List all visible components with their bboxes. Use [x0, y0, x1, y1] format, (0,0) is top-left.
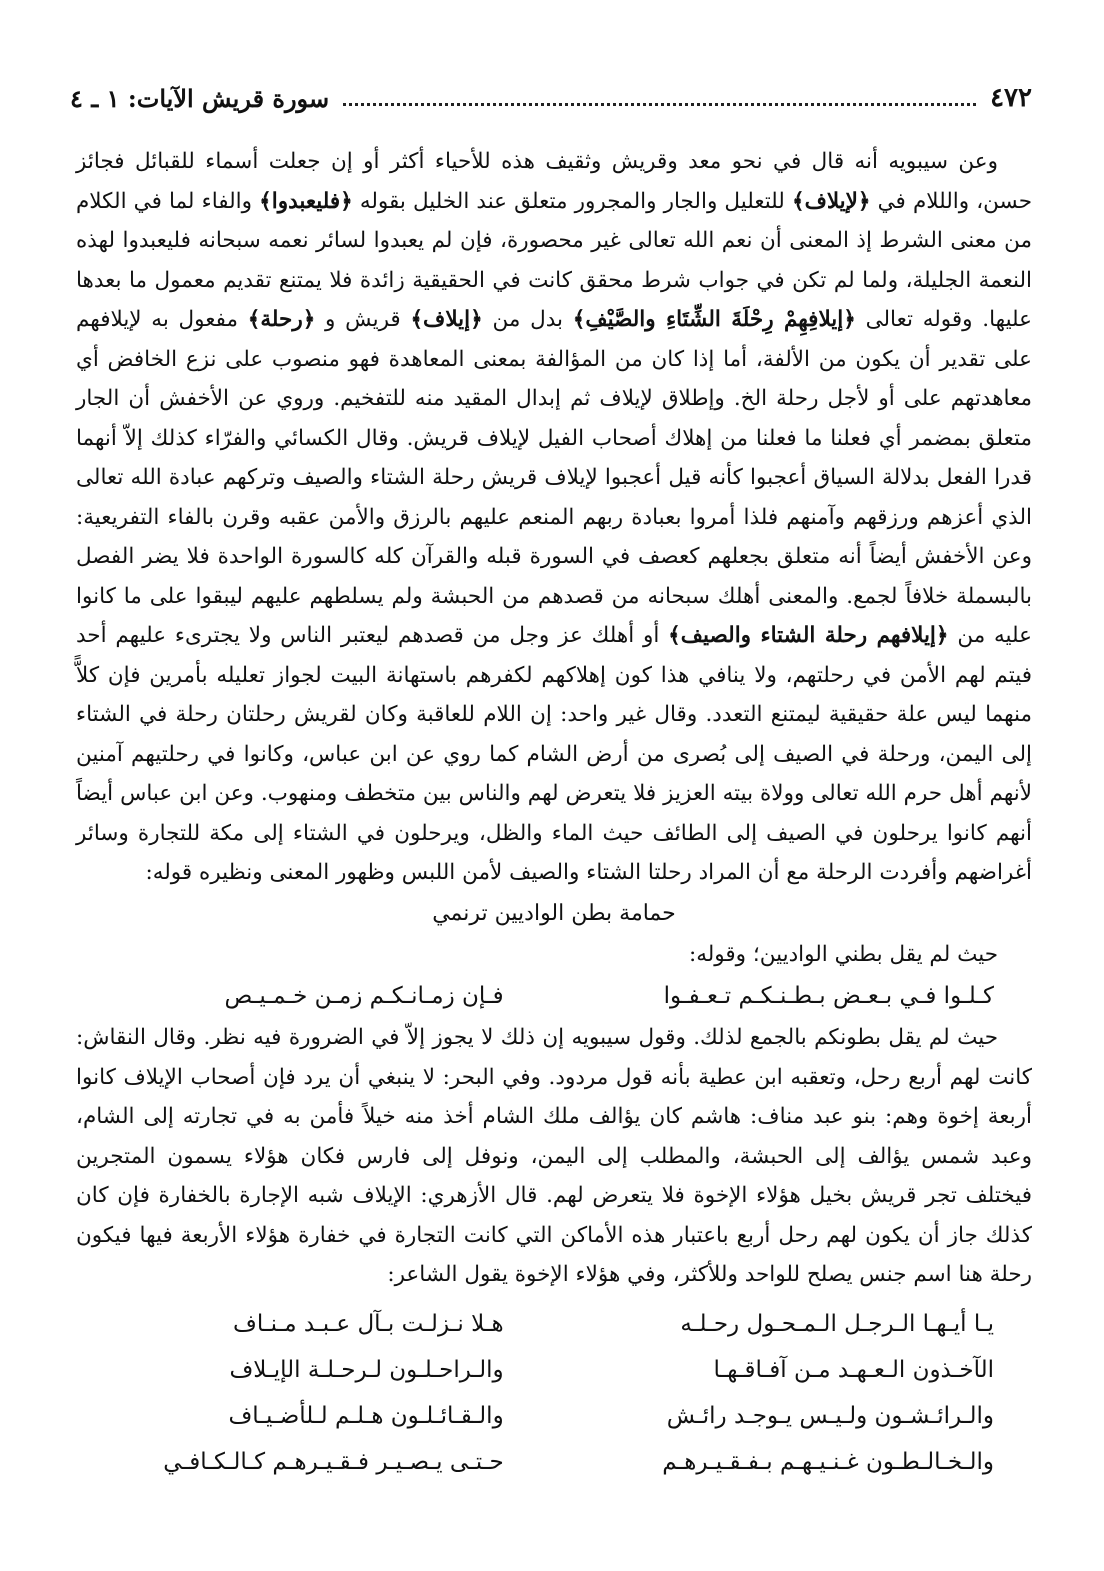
poem-second-hemistich: حـتـى يـصـيـر فـقـيـرهـم كـالـكـافـي: [163, 1448, 504, 1475]
poem-second-hemistich: والـراحـلـون لـرحـلـة الإيـلاف: [229, 1356, 504, 1383]
poetry-hemistich: حمامة بطن الواديين ترنمي: [432, 900, 676, 926]
page-number: ٤٧٢: [990, 83, 1032, 113]
poem-first-hemistich: والـرائـشـون ولـيـس يـوجـد رائـش: [666, 1402, 994, 1429]
paragraph-1-text: للتعليل والجار والمجرور متعلق عند الخليل بقوله: [352, 188, 792, 214]
paragraph-1-text: أو أهلك عز وجل من قصدهم ليعتبر الناس ولا يجترىء عليهم أحد فيتم لهم الأمن في رحلتهم، ولا ينافي هذا كون إهلاكهم لكفرهم باستهانة البيت لجواز تعليله بأمرين فإن كلاًّ منهما ليس علة حقيقية ليمتنع التعدد. وقال غير واحد: إن اللام للعاقبة وكان لقريش رحلتان رحلة في الشتاء إلى اليمن، ورحلة في الصيف إلى بُصرى من أرض الشام كما روي عن ابن عباس، وكانوا في رحلتيهم آمنين لأنهم أهل حرم الله تعالى وولاة بيته العزيز فلا يتعرض لهم والناس بين متخطف ومنهوب. وعن ابن عباس أيضاً أنهم كانوا يرحلون في الصيف إلى الطائف حيث الماء والظل، ويرحلون في الشتاء إلى مكة للتجارة وسائر أغراضهم وأفردت الرحلة مع أن المراد رحلتا الشتاء والصيف لأمن اللبس وظهور المعنى ونظيره قوله:: [76, 623, 1032, 885]
paragraph-1-text: وعن سيبويه أنه قال في نحو معد وقريش وثقيف هذه للأحياء أكثر أو إن جعلت أسماء للقبائل فجائز حسن، والللام في: [76, 149, 1032, 214]
poem-first-hemistich: الآخـذون الـعـهـد مـن آفـاقـهـا: [713, 1356, 994, 1383]
poem-second-hemistich: هـلا نـزلـت بـآل عـبـد مـنـاف: [233, 1310, 504, 1337]
paragraph-1-text: والفاء لما في الكلام من معنى الشرط إذ المعنى أن نعم الله تعالى غير محصورة، فإن لم يعبدوا لسائر نعمه سبحانه فليعبدوا لهذه النعمة الجليلة، ولما لم تكن في جواب شرط محقق كانت في الحقيقية زائدة فلا يمتنع تقديم معمول ما بعدها عليها. وقوله تعالى: [76, 188, 1033, 332]
quran-quote-rihla: ﴿رحلة﴾: [247, 307, 316, 332]
paragraph-1-text: مفعول به لإيلافهم على تقدير أن يكون من الألفة، أما إذا كان من المؤالفة بمعنى المعاهدة فهو منصوب على نزع الخافض أي معاهدتهم على أو لأجل رحلة الخ. وإطلاق لإيلاف ثم إبدال المقيد منه للتفخيم. وروي عن الأخفش أن الجار متعلق بمضمر أي فعلنا ما فعلنا من إهلاك أصحاب الفيل لإيلاف قريش. وقال الكسائي والفرّاء كذلك إلاّ أنهما قدرا الفعل بدلالة السياق أعجبوا كأنه قيل أعجبوا لإيلاف قريش رحلة الشتاء والصيف وتركهم عبادة الله تعالى الذي أعزهم ورزقهم وآمنهم فلذا أمروا بعبادة ربهم المنعم عليهم بالرزق والأمن عقبه وقرن بالفاء التفريعية: وعن الأخفش أيضاً أنه متعلق بجعلهم كعصف في السورة قبله والقرآن كله كالسورة الواحدة فلا يضر الفصل بالبسملة خلافاً لجمع. والمعنى أهلك سبحانه من قصدهم من الحبشة ولم يسلطهم عليهم ليبقوا على ما كانوا عليه من: [76, 307, 1032, 648]
quran-quote-ilafihim-2: ﴿إيلافهم رحلة الشتاء والصيف﴾: [668, 623, 949, 648]
poem-verse: [76, 1301, 1032, 1347]
page-header: [70, 78, 1032, 118]
quran-quote-lilaf: ﴿لإيلاف﴾: [791, 188, 871, 214]
poem-verse: [76, 1439, 1032, 1485]
page-body: [76, 142, 1032, 1485]
quran-quote-ilaf: ﴿إيلاف﴾: [410, 307, 483, 332]
surah-title: سورة قريش الآيات: ١ ـ ٤: [70, 83, 330, 113]
poetry-couplet: [76, 974, 1032, 1018]
quran-quote-falyabudu: ﴿فليعبدوا﴾: [259, 188, 353, 214]
poem-second-hemistich: والـقـائـلـون هـلـم لـلأضـيـاف: [228, 1402, 504, 1429]
paragraph-1: [76, 142, 1032, 893]
poem-first-hemistich: يـا أيـهـا الـرجـل الـمـحـول رحـلـه: [680, 1310, 994, 1337]
paragraph-1-text: قريش و: [315, 307, 411, 332]
text-line: حيث لم يقل بطني الواديين؛ وقوله:: [688, 941, 998, 967]
poem: [76, 1301, 1032, 1485]
paragraph-1-text: بدل من: [482, 307, 573, 332]
poem-first-hemistich: والـخـالـطـون غـنـيـهـم بـفـقـيـرهـم: [662, 1448, 994, 1475]
paragraph-2: حيث لم يقل بطونكم بالجمع لذلك. وقول سيبويه إن ذلك لا يجوز إلاّ في الضرورة فيه نظر. وقال النقاش: كانت لهم أربع رحل، وتعقبه ابن عطية بأنه قول مردود. وفي البحر: لا ينبغي أن يرد فإن أصحاب الإيلاف كانوا أربعة إخوة وهم: بنو عبد مناف: هاشم كان يؤالف ملك الشام أخذ منه خيلاً فأمن به في تجارته إلى الشام، وعبد شمس يؤالف إلى الحبشة، والمطلب إلى اليمن، ونوفل إلى فارس فكان هؤلاء يسمون المتجرين فيختلف تجر قريش بخيل هؤلاء الإخوة فلا يتعرض لهم. قال الأزهري: الإيلاف شبه الإجارة بالخفارة فإن كان كذلك جاز أن يكون لهم رحل أربع باعتبار هذه الأماكن التي كانت التجارة في خفارة هؤلاء الأربعة فيها فيكون رحلة هنا اسم جنس يصلح للواحد وللأكثر، وفي هؤلاء الإخوة يقول الشاعر:: [76, 1025, 1032, 1287]
quran-quote-ilafihim: ﴿إيلافِهِمْ رِحْلَةَ الشِّتَاءِ والصَّيْفِ﴾: [572, 307, 856, 332]
poem-verse: [76, 1393, 1032, 1439]
couplet-first-hemistich: كـلـوا فـي بـعـض بـطـنـكـم تـعـفـوا: [663, 983, 994, 1009]
header-dotted-leader: [343, 91, 976, 106]
couplet-second-hemistich: فـإن زمـانـكـم زمـن خـمـيـص: [224, 983, 504, 1009]
poem-verse: [76, 1347, 1032, 1393]
